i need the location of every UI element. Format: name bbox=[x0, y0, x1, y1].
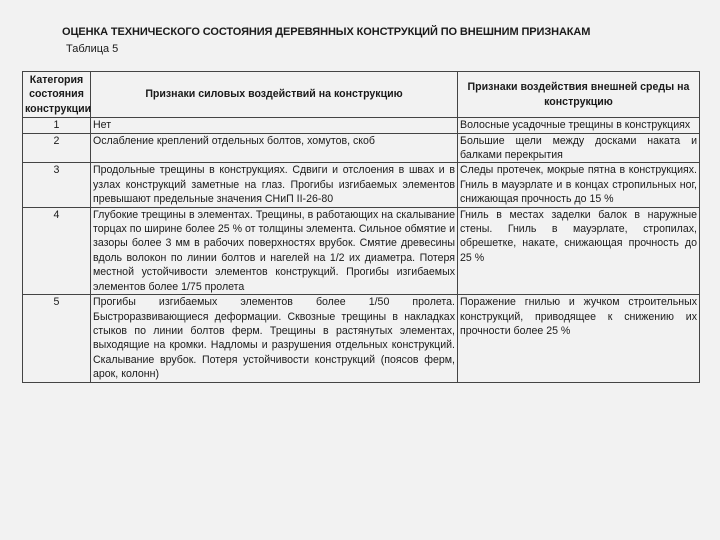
category-cell: 4 bbox=[23, 207, 91, 294]
header-environment: Признаки воздействия внешней среды на конструкцию bbox=[458, 72, 700, 118]
force-cell: Нет bbox=[91, 118, 458, 133]
table-header-row bbox=[23, 72, 700, 118]
environment-cell: Волосные усадочные трещины в конструкциях bbox=[458, 118, 700, 133]
force-cell: Глубокие трещины в элементах. Трещины, в работающих на скалывание торцах по ширине более 25 % от толщины элемента. Сильное обмятие и зазоры более 3 мм в рабочих поверхностях врубок. Смятие древесины вдоль волокон по линии болтов и нагелей на 1/2 их диаметра. Потеря местной устойчивости элементов конструкций. Прогибы изгибаемых элементов более 1/75 пролета bbox=[91, 207, 458, 294]
table-row bbox=[23, 207, 700, 294]
category-cell: 5 bbox=[23, 295, 91, 382]
table-row bbox=[23, 295, 700, 382]
environment-cell: Поражение гнилью и жучком строительных конструкций, приводящее к снижению их прочности более 25 % bbox=[458, 295, 700, 382]
table-row bbox=[23, 118, 700, 133]
category-cell: 2 bbox=[23, 133, 91, 163]
page-title: ОЦЕНКА ТЕХНИЧЕСКОГО СОСТОЯНИЯ ДЕРЕВЯННЫХ КОНСТРУКЦИЙ ПО ВНЕШНИМ ПРИЗНАКАМ bbox=[62, 26, 591, 38]
category-cell: 1 bbox=[23, 118, 91, 133]
environment-cell: Следы протечек, мокрые пятна в конструкциях. Гниль в мауэрлате и в концах стропильных ног, снижающая прочность до 15 % bbox=[458, 163, 700, 207]
header-force: Признаки силовых воздействий на конструкцию bbox=[91, 72, 458, 118]
environment-cell: Большие щели между досками наката и балками перекрытия bbox=[458, 133, 700, 163]
table-row bbox=[23, 133, 700, 163]
category-cell: 3 bbox=[23, 163, 91, 207]
table-row bbox=[23, 163, 700, 207]
table-caption: Таблица 5 bbox=[66, 43, 119, 55]
header-category: Категория состояния конструкции bbox=[23, 72, 91, 118]
force-cell: Ослабление креплений отдельных болтов, хомутов, скоб bbox=[91, 133, 458, 163]
environment-cell: Гниль в местах заделки балок в наружные стены. Гниль в мауэрлате, стропилах, обрешетке, накате, снижающая прочность до 25 % bbox=[458, 207, 700, 294]
force-cell: Продольные трещины в конструкциях. Сдвиги и отслоения в швах и в узлах конструкций заметные на глаз. Прогибы изгибаемых элементов превышают предельные значения СНиП II-26-80 bbox=[91, 163, 458, 207]
force-cell: Прогибы изгибаемых элементов более 1/50 пролета. Быстроразвивающиеся деформации. Сквозные трещины в накладках стыков по линии болтов ферм. Трещины в растянутых элементах, выходящие на кромки. Надломы и разрушения отдельных конструкций. Скалывание врубок. Потеря устойчивости конструкций (поясов ферм, арок, колонн) bbox=[91, 295, 458, 382]
condition-table bbox=[22, 71, 700, 383]
